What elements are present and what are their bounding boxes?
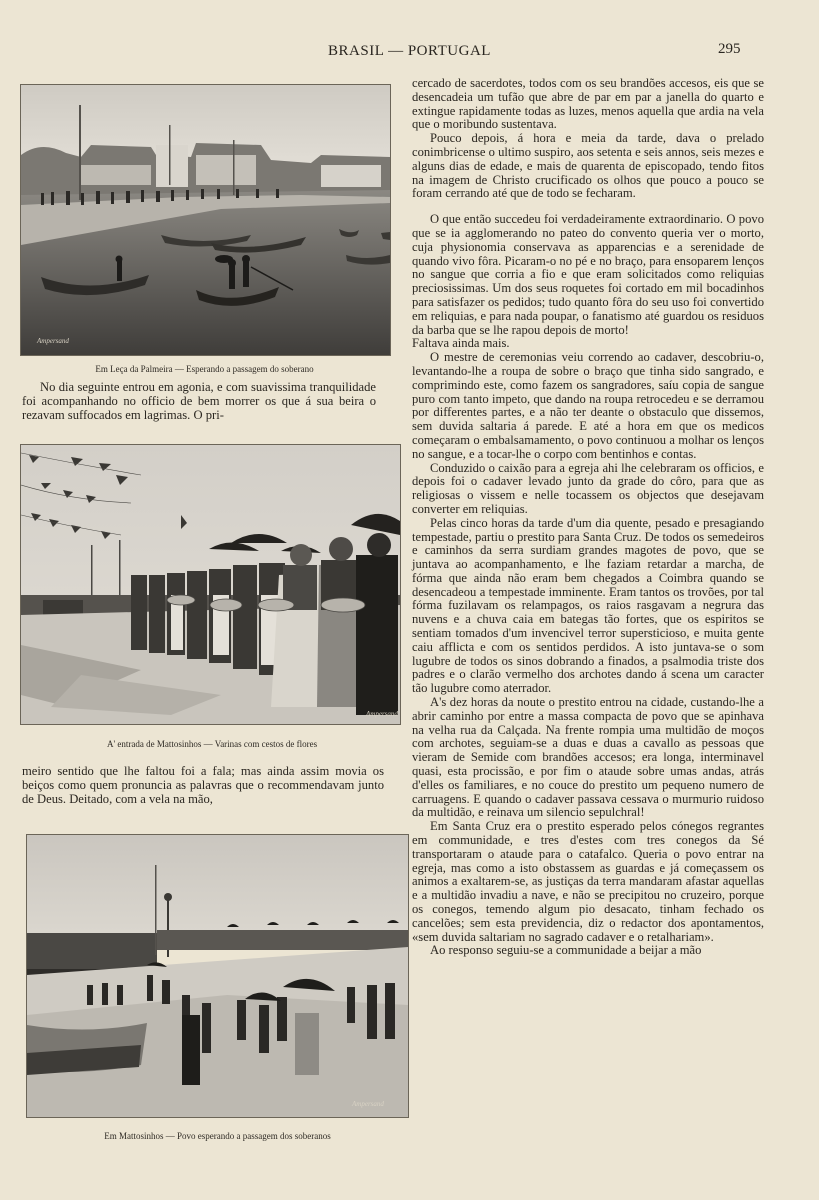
photo-leca-da-palmeira	[20, 84, 391, 356]
running-header: BRASIL — PORTUGAL	[328, 43, 491, 59]
harbour-photo-illustration	[21, 85, 390, 355]
photo-caption: A' entrada de Mattosinhos — Varinas com cestos de flores	[107, 739, 318, 749]
photo-mattosinhos-povo	[26, 834, 409, 1118]
paragraph: cercado de sacerdotes, todos com os seu brandões accesos, eis que se desencadeia um tufão que abre de par em par a janella do quarto e extingue rapidamente todas as luzes, menos aquella que ardia na vela que o moribundo sustentava.	[412, 76, 764, 132]
paragraph: Em Santa Cruz era o prestito esperado pelos cónegos regrantes em communidade, e tres d'estes com tres conegos da Sé transportaram o ataude para o catafalco. Queria o povo entrar na egreja, mas como a isto obstassem as guardas e já começassem os animos a exaltarem-se, as justiças da terra mandaram afastar aquellas e a multidão invadiu a nave, e não se precipitou no cruzeiro, porque os conegos, temendo algum pio desacato, tinham fechado os cancelões; sem esta previdencia, diz o redactor dos apontamentos, «sem duvida saltariam no sagrado cadaver e o retalhariam».	[412, 819, 764, 944]
photo-credit: Ampersand	[37, 337, 69, 345]
right-column-text	[412, 77, 764, 958]
left-column-text-top	[22, 381, 376, 422]
page-number: 295	[718, 41, 741, 57]
paragraph: A's dez horas da noute o prestito entrou na cidade, custando-lhe a abrir caminho por entre a massa compacta de povo que se apinhava na velha rua da Calçada. Na frente rompia uma multidão de moços com archotes, seguiam-se a duas e duas a cavallo as pessoas que vieram de Semide com brandões accesos; era longa, interminavel quasi, esta procissão, e por fim o ataude sobre umas andas, atrás d'elles os familiares, e no couce do prestito um pequeno numero de carruagens. E quando o cadaver passava cessava o murmurio ruidoso da multidão, e reinava um silencio sepulchral!	[412, 695, 764, 820]
paragraph: Pelas cinco horas da tarde d'um dia quente, pesado e presagiando tempestade, partiu o prestito para Santa Cruz. De todos os semedeiros e caminhos da serra surdiam grandes magotes de povo, que se juntava ao acompanhamento, e lhe faziam retardar a marcha, de fórma que ainda não eram bem chegados a Coimbra quando se desencadeou a tempestade imminente. Eram tantos os trovões, por tal fórma fuzilavam os relampagos, os raios rasgavam a negrura das nuvens e a chuva caia em bategas tão fortes, que os espiritos se sentiam tomados d'um invencivel terror supersticioso, e muita gente caiu afflicta e com os sentidos perdidos. A isto juntava-se o som lugubre de todos os sinos dobrando a finados, a psalmodia triste dos padres e o clarão vermelho dos archotes dando á scena um caracter tão lugubre como aterrador.	[412, 515, 764, 696]
paragraph: No dia seguinte entrou em agonia, e com suavissima tranquilidade foi acompanhando no officio de bem morrer os que á sua beira o rezavam suffocados em lagrimas. O pri-	[22, 380, 376, 422]
crowd-photo-illustration	[21, 445, 400, 724]
paragraph: meiro sentido que lhe faltou foi a fala; mas ainda assim movia os beiços como quem pronuncia as palavras que o recommendavam junto de Deus. Deitado, com a vela na mão,	[22, 764, 384, 806]
photo-credit: Ampersand	[352, 1100, 384, 1108]
photo-credit: Ampersand	[366, 710, 398, 718]
left-column-text-middle	[22, 765, 384, 806]
paragraph: Faltava ainda mais.	[412, 336, 510, 351]
photo-mattosinhos-varinas	[20, 444, 401, 725]
paragraph: O que então succedeu foi verdadeiramente extraordinario. O povo que se ia agglomerando no pateo do convento queria ver o morto, cuja physionomia conservava as apparencias e a serenidade de quando vivo fôra. Picaram-o no pé e no braço, para ensoparem lenços no sangue que corria a fio e que eram solicitados como reliquias preciosissimas. Um dos seus roquetes foi cortado em mil bocadinhos para satisfazer os pedidos; tudo quanto fôra do seu uso foi convertido em reliquias, e para nada poupar, o fanatismo até guardou os residuos da barba que se lhe rapou depois de morto!	[412, 212, 764, 337]
photo-caption: Em Leça da Palmeira — Esperando a passagem do soberano	[95, 364, 314, 374]
paragraph: Ao responso seguiu-se a communidade a beijar a mão	[430, 943, 702, 958]
beach-photo-illustration	[27, 835, 408, 1117]
paragraph: Conduzido o caixão para a egreja ahi lhe celebraram os officios, e depois foi o cadaver levado junto da grade do côro, para que as religiosas o vissem e nelle tocassem os objectos que desejavam converter em reliquias.	[412, 460, 764, 516]
photo-caption: Em Mattosinhos — Povo esperando a passagem dos soberanos	[104, 1131, 331, 1141]
paragraph: O mestre de ceremonias veiu correndo ao cadaver, descobriu-o, levantando-lhe a roupa de sobre o braço que tinha sido sangrado, e comprimindo este, como fazem os sangradores, saíu copia de sangue puro com tanto impeto, que dando na roupa retrocedeu e se derramou por differentes partes, e a não ter deante o obstaculo que dissemos, sem duvida saltaria á parede. E até a hora em que os medicos começaram o embalsamamento, o povo continuou a molhar os lenços no sangue, e a tocar-lhe o corpo com bentinhos e contas.	[412, 350, 764, 461]
paragraph: Pouco depois, á hora e meia da tarde, dava o prelado conimbricense o ultimo suspiro, aos setenta e seis annos, seis mezes e alguns dias de edade, e mais de quarenta de episcopado, tendo fitos na imagem de Christo crucificado os olhos que pouco a pouco se foram cerrando até que de todo se fecharam.	[412, 131, 764, 201]
